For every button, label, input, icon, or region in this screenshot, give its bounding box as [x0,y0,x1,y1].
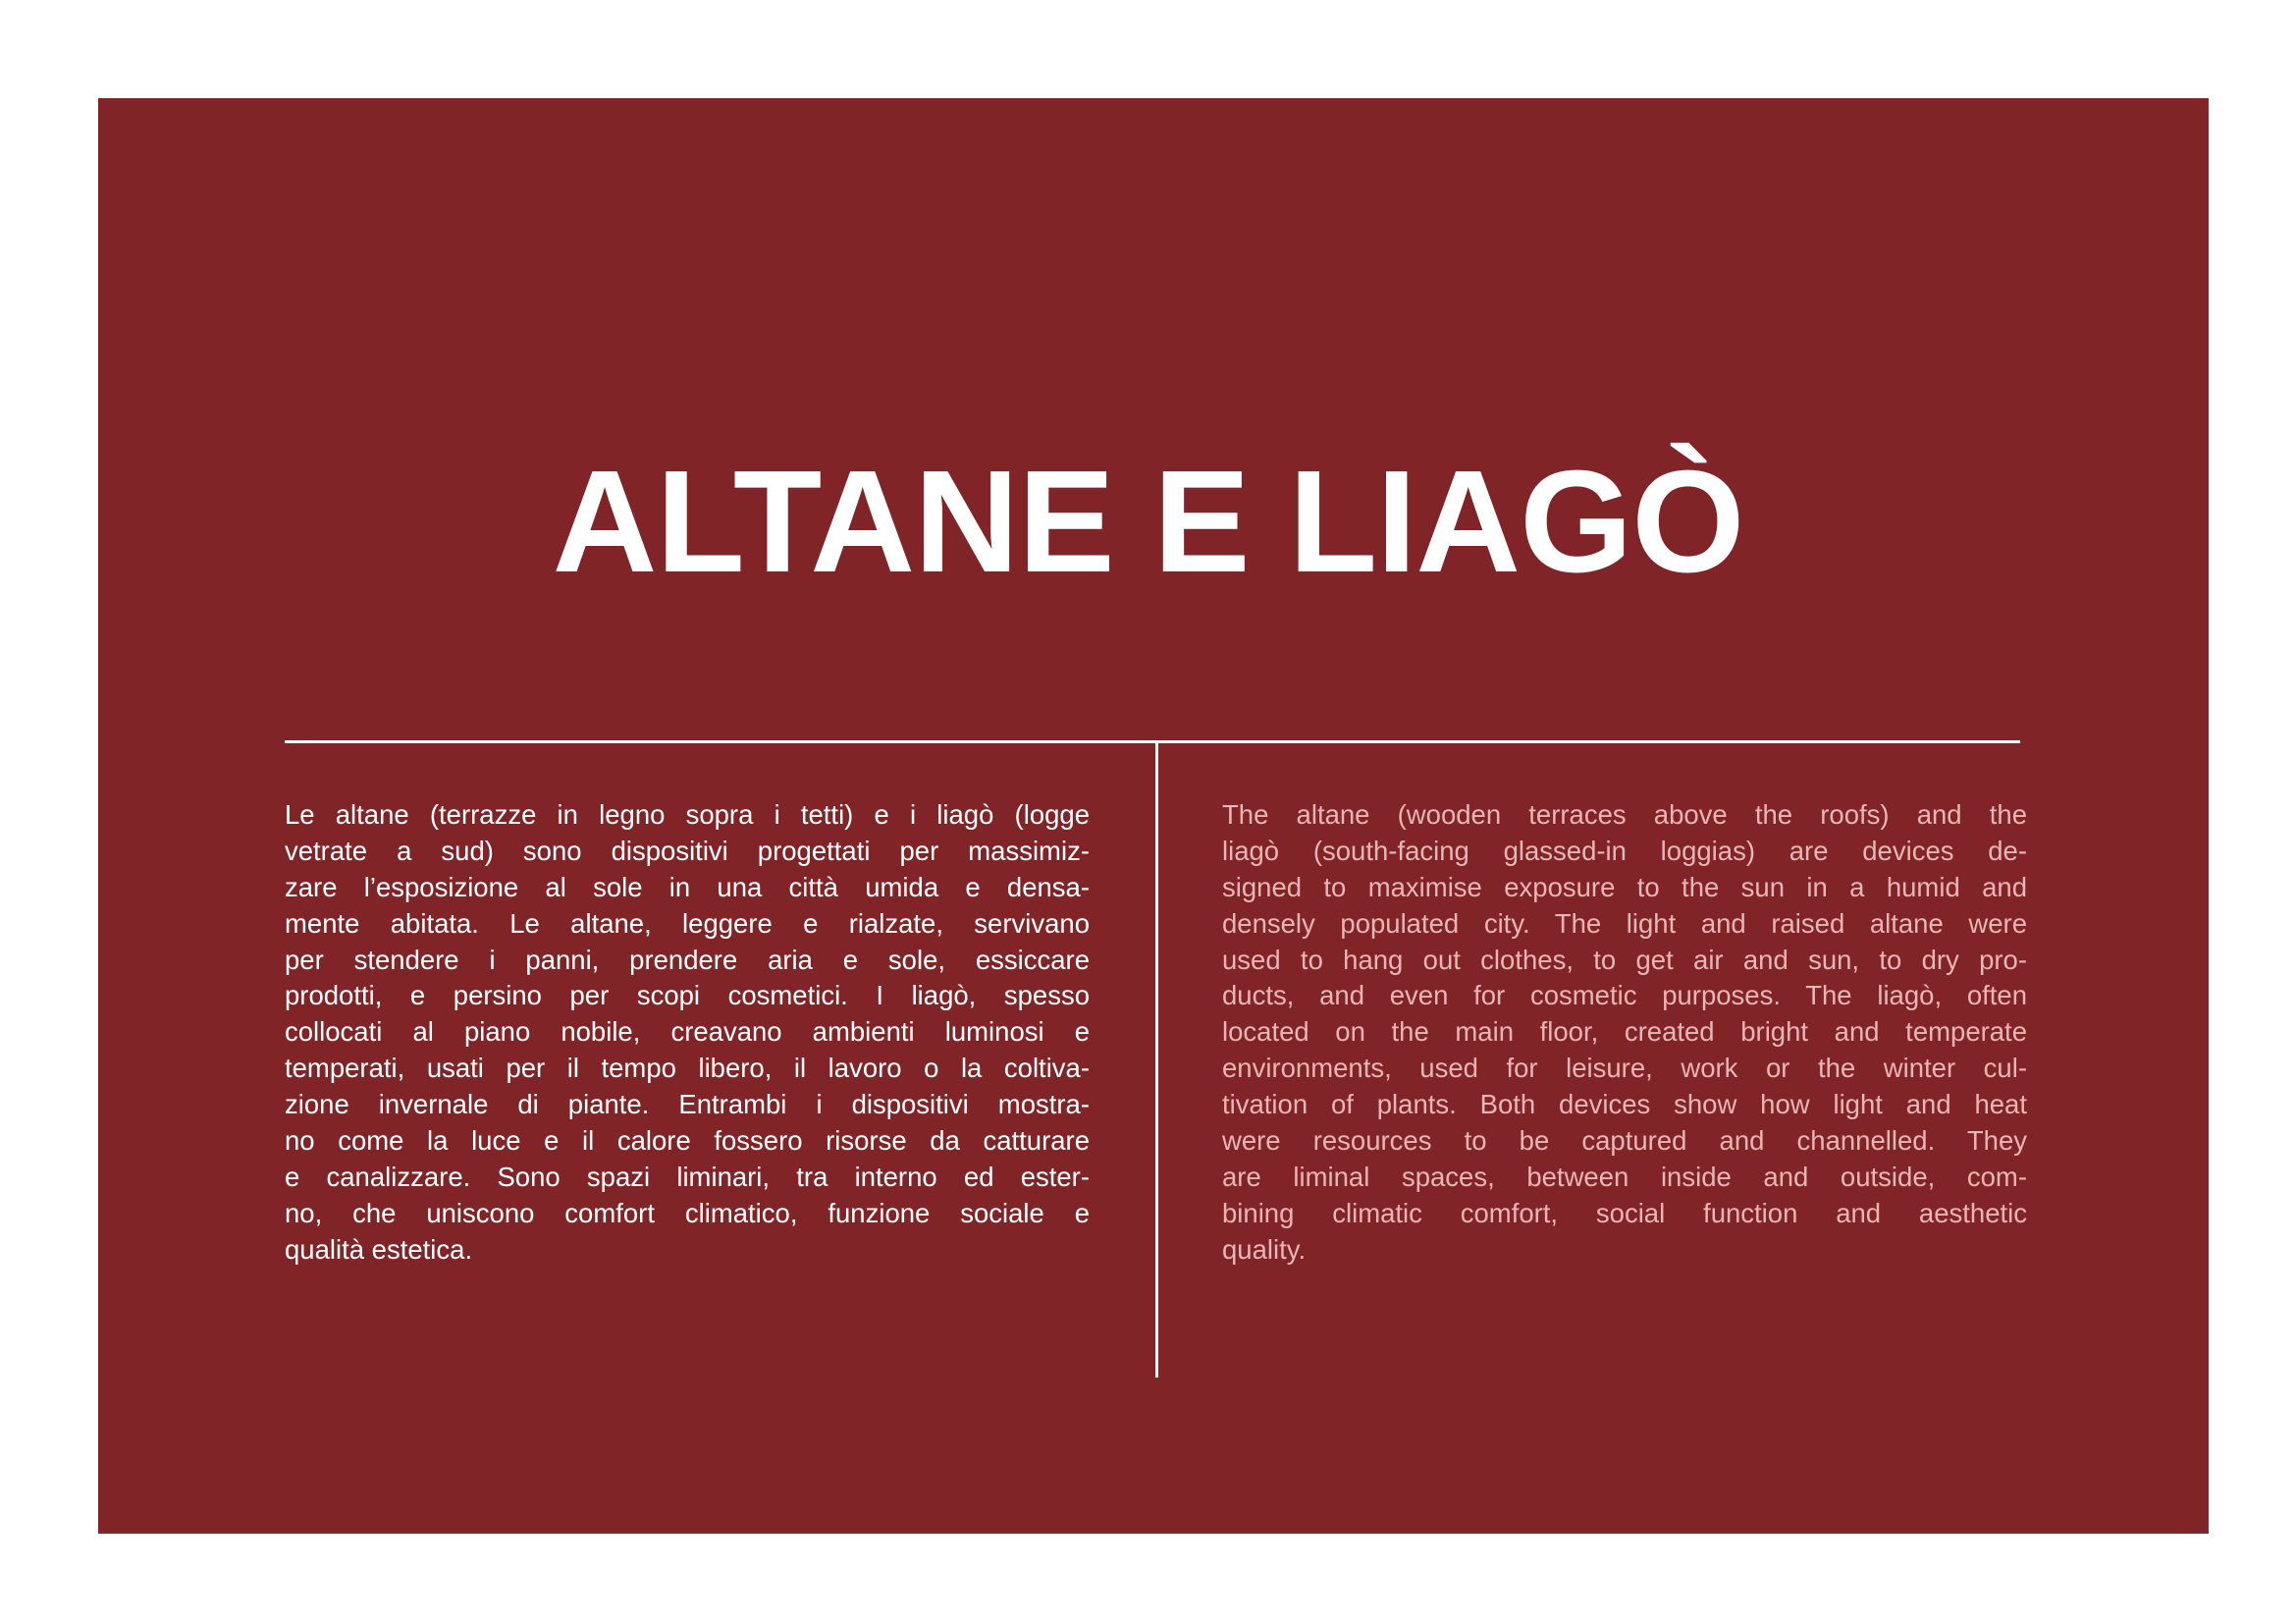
english-text-line: bining climatic comfort, social function and aesthetic [1222,1197,2027,1228]
english-text-line: The altane (wooden terraces above the roofs) and the [1222,799,2027,830]
english-text-line: were resources to be captured and channelled. They [1222,1125,2027,1157]
italian-text-line: qualità estetica. [285,1233,473,1265]
italian-text-line: per stendere i panni, prendere aria e sole, essiccare [285,944,1090,975]
italian-text-column [285,797,1090,1269]
italian-text-line: prodotti, e persino per scopi cosmetici. I liagò, spesso [285,980,1090,1011]
english-text-line: located on the main floor, created bright and temperate [1222,1016,2027,1048]
vertical-divider [1155,741,1158,1378]
english-text-column [1222,797,2027,1269]
english-text-line: signed to maximise exposure to the sun in a humid and [1222,871,2027,902]
italian-text-line: no come la luce e il calore fossero risorse da catturare [285,1125,1090,1157]
english-text-line: used to hang out clothes, to get air and sun, to dry pro- [1222,944,2027,975]
english-text-line: environments, used for leisure, work or the winter cul- [1222,1053,2027,1084]
italian-text-line: Le altane (terrazze in legno sopra i tetti) e i liagò (logge [285,799,1090,830]
english-text-line: quality. [1222,1233,1307,1265]
english-text-line: are liminal spaces, between inside and outside, com- [1222,1161,2027,1192]
italian-text-line: collocati al piano nobile, creavano ambienti luminosi e [285,1016,1090,1048]
italian-text-line: e canalizzare. Sono spazi liminari, tra interno ed ester- [285,1161,1090,1192]
english-text-line: tivation of plants. Both devices show how light and heat [1222,1089,2027,1120]
english-text-line: ducts, and even for cosmetic purposes. The liagò, often [1222,980,2027,1011]
english-text-line: liagò (south-facing glassed-in loggias) are devices de- [1222,835,2027,866]
italian-text-line: temperati, usati per il tempo libero, il lavoro o la coltiva- [285,1053,1090,1084]
italian-text-line: vetrate a sud) sono dispositivi progettati per massimiz- [285,835,1090,866]
italian-text-line: zare l’esposizione al sole in una città umida e densa- [285,871,1090,902]
italian-text-line: no, che uniscono comfort climatico, funzione sociale e [285,1197,1090,1228]
horizontal-divider [285,740,2020,743]
italian-text-line: mente abitata. Le altane, leggere e rialzate, servivano [285,907,1090,939]
italian-text-line: zione invernale di piante. Entrambi i dispositivi mostra- [285,1089,1090,1120]
page-title: ALTANE E LIAGÒ [552,441,1744,603]
english-text-line: densely populated city. The light and raised altane were [1222,907,2027,939]
